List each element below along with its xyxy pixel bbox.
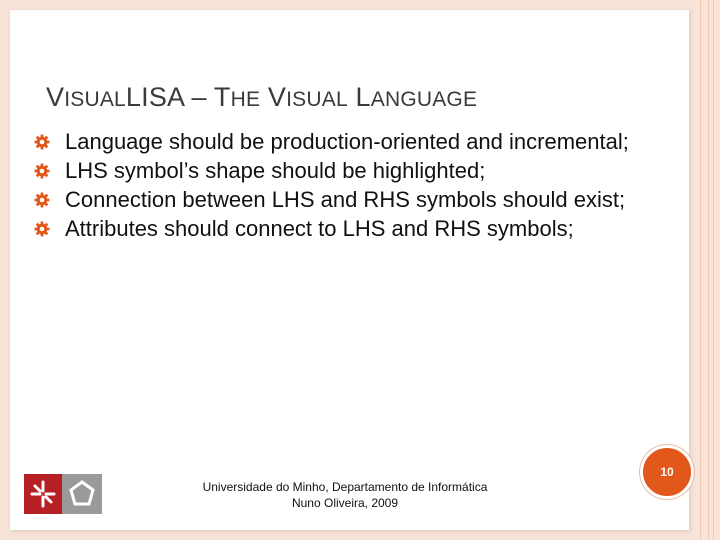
bullet-list: [34, 128, 634, 244]
page-number-badge: 10: [640, 445, 694, 499]
bullet-item: LHS symbol’s shape should be highlighted;: [34, 157, 634, 184]
settings-gear-icon: [34, 163, 50, 179]
slide-title: VISUALLISA – THE VISUAL LANGUAGE: [46, 82, 478, 112]
university-logo-icon: [24, 474, 102, 514]
footer-author: Nuno Oliveira, 2009: [291, 496, 399, 510]
footer: [190, 479, 500, 511]
settings-gear-icon: [34, 221, 50, 237]
decorative-rail: [700, 0, 701, 540]
bullet-item: Connection between LHS and RHS symbols should exist;: [34, 186, 634, 213]
bullet-item: Attributes should connect to LHS and RHS symbols;: [34, 215, 634, 242]
settings-gear-icon: [34, 134, 50, 150]
footer-institution: Universidade do Minho, Departamento de Informática: [202, 480, 488, 494]
settings-gear-icon: [34, 192, 50, 208]
bullet-item: Language should be production-oriented and incremental;: [34, 128, 634, 155]
slide: [10, 10, 689, 530]
decorative-rail: [708, 0, 709, 540]
decorative-rail: [713, 0, 714, 540]
